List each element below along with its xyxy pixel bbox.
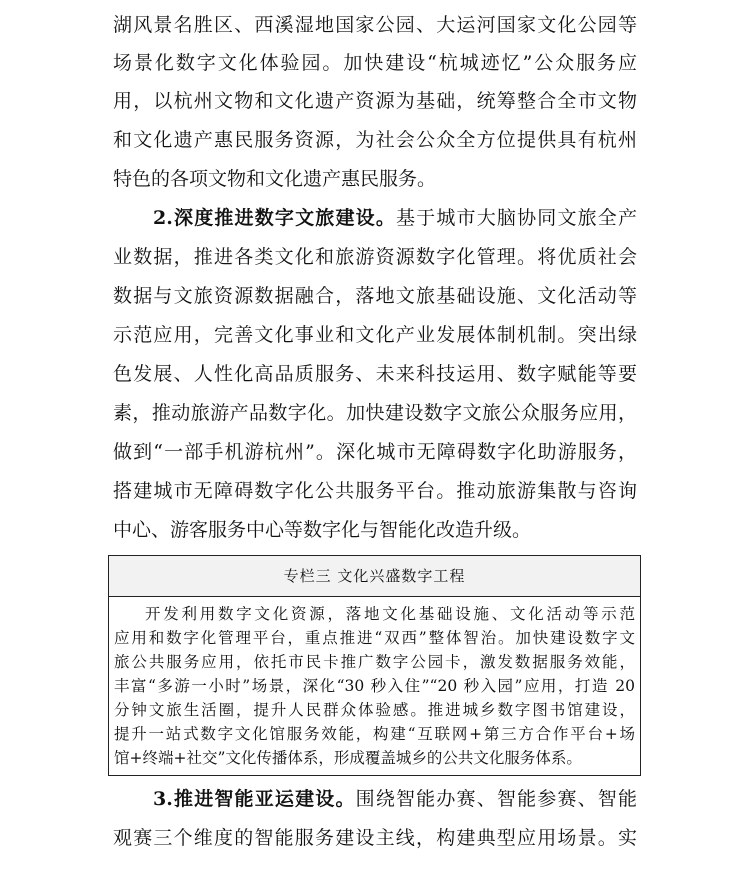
paragraph-line: 数据与文旅资源数据融合，落地文旅基础设施、文化活动等: [113, 285, 637, 307]
section-heading: 3.推进智能亚运建设。: [153, 788, 356, 810]
feature-box-title: 专栏三 文化兴盛数字工程: [109, 556, 640, 597]
paragraph-line: 观赛三个维度的智能服务建设主线，构建典型应用场景。实: [113, 827, 637, 849]
feature-box-line: 旅公共服务应用，依托市民卡推广数字公园卡，激发数据服务效能，: [114, 653, 635, 671]
paragraph-line: 用，以杭州文物和文化遗产资源为基础，统筹整合全市文物: [113, 90, 637, 112]
paragraph-line: 和文化遗产惠民服务资源，为社会公众全方位提供具有杭州: [113, 129, 637, 151]
feature-box-line: 提升一站式数字文化馆服务效能，构建“互联网+第三方合作平台+场: [114, 725, 635, 743]
paragraph-line: 场景化数字文化体验园。加快建设“杭城迹忆”公众服务应: [113, 52, 637, 74]
paragraph-line: 示范应用，完善文化事业和文化产业发展体制机制。突出绿: [113, 324, 637, 346]
paragraph-line: 搭建城市无障碍数字化公共服务平台。推动旅游集散与咨询: [113, 480, 637, 502]
paragraph-line: 素，推动旅游产品数字化。加快建设数字文旅公众服务应用，: [113, 402, 637, 424]
feature-box-line: 应用和数字化管理平台，重点推进“双西”整体智治。加快建设数字文: [114, 629, 635, 647]
feature-box-line: 丰富“多游一小时”场景，深化“30 秒入住”“20 秒入园”应用，打造 20: [114, 677, 635, 695]
paragraph-line: 特色的各项文物和文化遗产惠民服务。: [113, 168, 437, 190]
section-heading-line: [153, 787, 637, 811]
paragraph-line: 做到“一部手机游杭州”。深化城市无障碍数字化助游服务，: [113, 441, 637, 463]
paragraph-line: 湖风景名胜区、西溪湿地国家公园、大运河国家文化公园等: [113, 14, 637, 36]
paragraph-line: 色发展、人性化高品质服务、未来科技运用、数字赋能等要: [113, 363, 637, 385]
paragraph-line: 中心、游客服务中心等数字化与智能化改造升级。: [113, 519, 532, 541]
paragraph-text: 围绕智能办赛、智能参赛、智能: [355, 788, 637, 810]
feature-box-line: 开发利用数字文化资源，落地文化基础设施、文化活动等示范: [145, 605, 635, 623]
feature-box-line: 分钟文旅生活圈，提升人民群众体验感。推进城乡数字图书馆建设，: [114, 701, 635, 719]
section-heading: 2.深度推进数字文旅建设。: [153, 207, 396, 229]
feature-box-line: 馆+终端+社交”文化传播体系，形成覆盖城乡的公共文化服务体系。: [114, 749, 582, 767]
paragraph-line: 业数据，推进各类文化和旅游资源数字化管理。将优质社会: [113, 246, 637, 268]
paragraph-text: 基于城市大脑协同文旅全产: [396, 207, 637, 229]
feature-box: [108, 555, 641, 776]
section-heading-line: [153, 206, 637, 230]
